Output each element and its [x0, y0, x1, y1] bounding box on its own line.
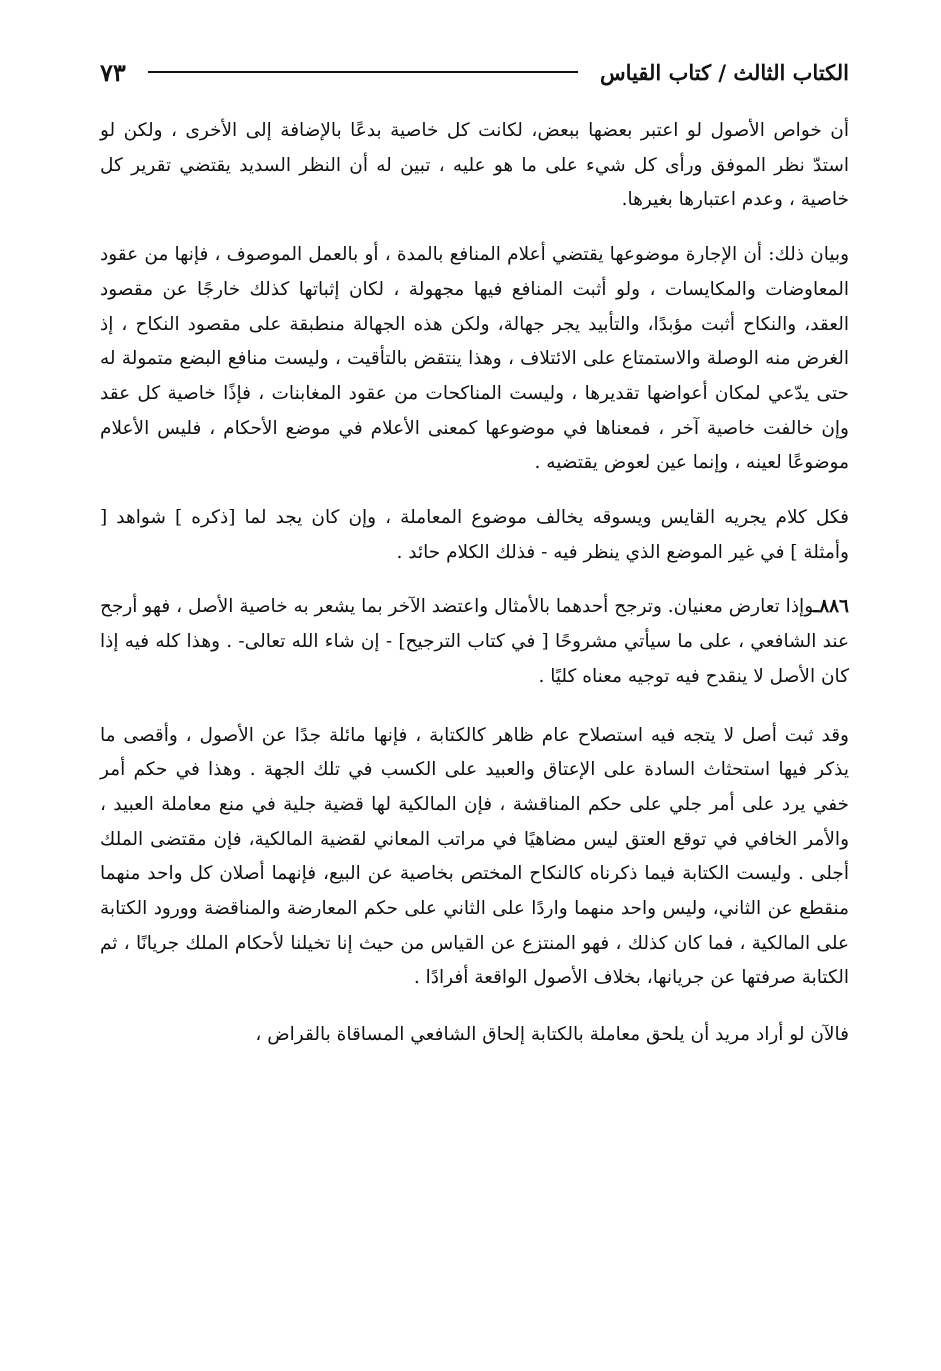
body-text	[100, 114, 849, 1053]
paragraph	[100, 238, 849, 481]
paragraph-text: فكل كلام يجريه القايس ويسوقه يخالف موضوع المعاملة ، وإن كان يجد لما [ذكره ] شواهد [ وأمثلة ] في غير الموضع الذي ينظر فيه - فذلك الكلام حائد .	[100, 507, 849, 563]
paragraph	[100, 590, 849, 694]
paragraph	[100, 114, 849, 218]
paragraph-text: أن خواص الأصول لو اعتبر بعضها ببعض، لكانت كل خاصية بدعًا بالإضافة إلى الأخرى ، ولكن لو استدّ نظر الموفق ورأى كل شيء على ما هو عليه ، تبين له أن النظر السديد يقتضي تقرير كل خاصية ، وعدم اعتبارها بغيرها.	[100, 120, 849, 211]
paragraph	[100, 1018, 849, 1053]
paragraph-text: فالآن لو أراد مريد أن يلحق معاملة بالكتابة إلحاق الشافعي المساقاة بالقراض ،	[255, 1024, 849, 1046]
page-number: ٧٣	[100, 57, 126, 87]
paragraph-number: ٨٨٦ـ	[813, 596, 849, 618]
paragraph-text: وقد ثبت أصل لا يتجه فيه استصلاح عام ظاهر كالكتابة ، فإنها مائلة جدًا عن الأصول ، وأقصى ما يذكر فيها استحثاث السادة على الإعتاق والعبيد على الكسب في تلك الجهة . وهذا في حكم أمر خفي يرد على أمر جلي على حكم المناقشة ، فإن المالكية لها قضية جلية في منع معاملة العبيد ، والأمر الخافي في توقع العتق ليس مضاهيًا في مراتب المعاني لقضية المالكية، فإن مقتضى الملك أجلى . وليست الكتابة فيما ذكرناه كالنكاح المختص بخاصية عن البيع، فإنهما أصلان كل واحد منهما منقطع عن الثاني، وليس واحد منهما واردًا على الثاني على حكم المعارضة والمناقضة وورود الكتابة على المالكية ، فما كان كذلك ، فهو المنتزع عن القياس من حيث إنا تخيلنا لأحكام الملك جريانًا ، ثم الكتابة صرفتها عن جريانها، بخلاف الأصول الواقعة أفرادًا .	[100, 724, 849, 989]
running-title: الكتاب الثالث / كتاب القياس	[600, 59, 849, 85]
paragraph-text: وبيان ذلك: أن الإجارة موضوعها يقتضي أعلام المنافع بالمدة ، أو بالعمل الموصوف ، فإنها من عقود المعاوضات والمكايسات ، ولو أثبت المنافع فيها مجهولة ، لكان إثباتها كذلك خارجًا عن مقصود العقد، والنكاح أثبت مؤبدًا، والتأبيد يجر جهالة، ولكن هذه الجهالة منطبقة على مقصود النكاح ، إذ الغرض منه الوصلة والاستمتاع على الائتلاف ، وهذا ينتقض بالتأقيت ، وليست منافع البضع متمولة له حتى يدّعي لمكان أعواضها تقديرها ، وليست المناكحات من عقود المغابنات ، فإذًا خاصية كل عقد وإن خالفت خاصية آخر ، فمعناها في موضوعها كمعنى الأعلام في موضع الأحكام ، فليس الأعلام موضوعًا لعينه ، وإنما عين لعوض يقتضيه .	[100, 244, 849, 474]
paragraph	[100, 501, 849, 570]
paragraph-text: وإذا تعارض معنيان. وترجح أحدهما بالأمثال واعتضد الآخر بما يشعر به خاصية الأصل ، فهو أرجح عند الشافعي ، على ما سيأتي مشروحًا [ في كتاب الترجيح] - إن شاء الله تعالى- . وهذا كله فيه إذا كان الأصل لا ينقدح فيه توجيه معناه كليًا .	[100, 596, 849, 687]
paragraph	[100, 719, 849, 997]
header-rule	[148, 71, 578, 73]
page-header	[100, 52, 849, 92]
